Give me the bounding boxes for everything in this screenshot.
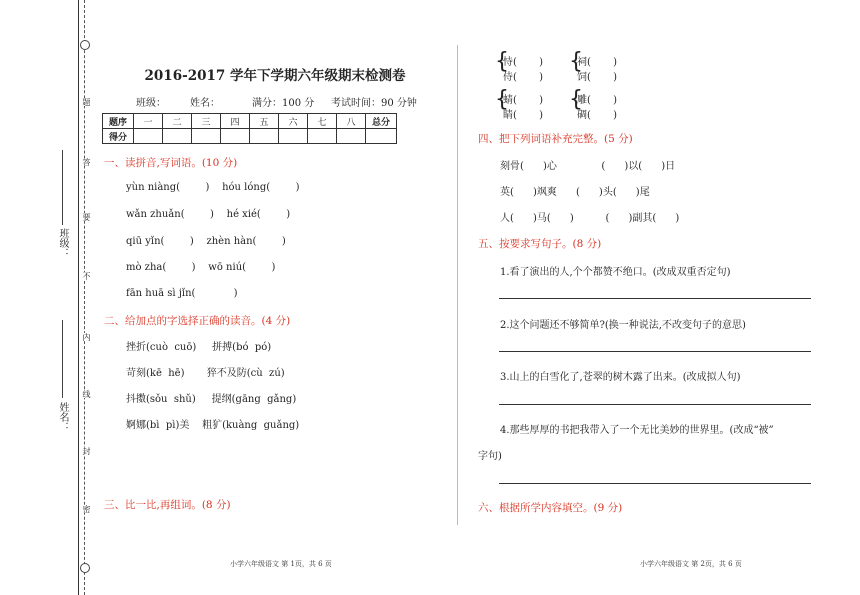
table-row bbox=[103, 114, 397, 129]
score-cell[interactable] bbox=[163, 129, 192, 144]
score-cell[interactable] bbox=[134, 129, 163, 144]
row-label: 题序 bbox=[103, 114, 134, 129]
cut-char: 密 bbox=[82, 505, 91, 513]
sentence-question: 3.山上的白雪化了,苍翠的树木露了出来。(改成拟人句) bbox=[500, 372, 741, 383]
cut-char: 线 bbox=[82, 390, 91, 398]
cut-char: 不 bbox=[82, 272, 91, 280]
compare-item: 侍( ) bbox=[503, 72, 544, 83]
name-blank bbox=[62, 320, 63, 398]
reading-line: 苛刻(kē hē) 猝不及防(cù zú) bbox=[126, 368, 285, 379]
section-6-title: 六、根据所学内容填空。(9 分) bbox=[478, 502, 623, 514]
column-header: 三 bbox=[192, 114, 221, 129]
cut-char: 答 bbox=[82, 158, 91, 166]
footer-right: 小学六年级语文 第 2页，共 6 页 bbox=[640, 560, 742, 568]
binding-hole-icon bbox=[80, 563, 90, 573]
score-cell[interactable] bbox=[279, 129, 308, 144]
pinyin-line: yùn niàng( ) hóu lóng( ) bbox=[126, 182, 300, 193]
exam-title: 2016-2017 学年下学期六年级期末检测卷 bbox=[144, 68, 406, 84]
answer-line[interactable] bbox=[499, 298, 811, 299]
compare-item: 恃( ) bbox=[503, 57, 544, 68]
row-label: 得分 bbox=[103, 129, 134, 144]
cut-char: 要 bbox=[82, 213, 91, 221]
binding-hole-icon bbox=[80, 40, 90, 50]
compare-item: 祠( ) bbox=[577, 57, 618, 68]
name-label: 姓名： bbox=[57, 402, 68, 432]
binding-solid-line bbox=[78, 0, 79, 595]
answer-line[interactable] bbox=[499, 483, 811, 484]
score-table bbox=[102, 113, 397, 144]
exam-time: 考试时间：90 分钟 bbox=[331, 98, 417, 109]
column-header: 一 bbox=[134, 114, 163, 129]
score-cell[interactable] bbox=[250, 129, 279, 144]
column-header: 二 bbox=[163, 114, 192, 129]
binding-margin bbox=[0, 0, 95, 595]
column-header: 八 bbox=[337, 114, 366, 129]
name-field: 姓名： bbox=[190, 98, 220, 109]
full-score: 满分：100 分 bbox=[252, 98, 315, 109]
score-cell[interactable] bbox=[221, 129, 250, 144]
column-header: 六 bbox=[279, 114, 308, 129]
sentence-question: 4.那些厚厚的书把我带入了一个无比美妙的世界里。(改成“被” bbox=[500, 425, 774, 436]
page-divider bbox=[457, 45, 458, 525]
footer-left: 小学六年级语文 第 1页，共 6 页 bbox=[230, 560, 332, 568]
sentence-question: 字句) bbox=[478, 451, 502, 462]
score-cell[interactable] bbox=[308, 129, 337, 144]
table-row bbox=[103, 129, 397, 144]
column-header: 七 bbox=[308, 114, 337, 129]
idiom-line: 人( )马( ) ( )副其( ) bbox=[500, 213, 680, 224]
sentence-question: 2.这个问题还不够简单?(换一种说法,不改变句子的意思) bbox=[500, 320, 746, 331]
cut-char: 题 bbox=[82, 98, 91, 106]
section-2-title: 二、给加点的字选择正确的读音。(4 分) bbox=[104, 315, 291, 327]
brace-icon: { bbox=[495, 49, 509, 74]
pinyin-line: wǎn zhuǎn( ) hé xié( ) bbox=[126, 209, 291, 220]
compare-item: 碉( ) bbox=[577, 110, 618, 121]
brace-icon: { bbox=[569, 87, 583, 112]
class-label: 班级： bbox=[57, 228, 68, 258]
idiom-line: 英( )飒爽 ( )头( )尾 bbox=[500, 187, 650, 198]
compare-item: 饲( ) bbox=[577, 72, 618, 83]
answer-line[interactable] bbox=[499, 351, 811, 352]
reading-line: 挫折(cuò cuō) 拼搏(bó pó) bbox=[126, 342, 272, 353]
pinyin-line: mò zha( ) wō niú( ) bbox=[126, 262, 276, 273]
reading-line: 婀娜(bì pì)美 粗犷(kuàng guǎng) bbox=[126, 420, 300, 431]
section-3-title: 三、比一比,再组词。(8 分) bbox=[104, 499, 231, 511]
compare-item: 睛( ) bbox=[503, 110, 544, 121]
idiom-line: 刻骨( )心 ( )以( )日 bbox=[500, 161, 676, 172]
compare-item: 雕( ) bbox=[577, 95, 618, 106]
section-1-title: 一、读拼音,写词语。(10 分) bbox=[104, 157, 238, 169]
column-header: 五 bbox=[250, 114, 279, 129]
section-5-title: 五、按要求写句子。(8 分) bbox=[478, 238, 602, 250]
column-header: 总分 bbox=[366, 114, 397, 129]
answer-line[interactable] bbox=[499, 404, 811, 405]
cut-char: 封 bbox=[82, 447, 91, 455]
score-cell[interactable] bbox=[337, 129, 366, 144]
pinyin-line: fān huā sì jǐn( ) bbox=[126, 288, 238, 299]
reading-line: 抖擞(sǒu shǔ) 提纲(gāng gǎng) bbox=[126, 394, 297, 405]
column-header: 四 bbox=[221, 114, 250, 129]
cut-char: 内 bbox=[82, 333, 91, 341]
brace-icon: { bbox=[569, 49, 583, 74]
pinyin-line: qiū yǐn( ) zhèn hàn( ) bbox=[126, 236, 286, 247]
sentence-question: 1.看了演出的人,个个都赞不绝口。(改成双重否定句) bbox=[500, 267, 731, 278]
class-field: 班级： bbox=[136, 98, 166, 109]
score-cell[interactable] bbox=[366, 129, 397, 144]
brace-icon: { bbox=[495, 87, 509, 112]
section-4-title: 四、把下列词语补充完整。(5 分) bbox=[478, 133, 633, 145]
class-blank bbox=[62, 150, 63, 225]
score-cell[interactable] bbox=[192, 129, 221, 144]
compare-item: 蜻( ) bbox=[503, 95, 544, 106]
